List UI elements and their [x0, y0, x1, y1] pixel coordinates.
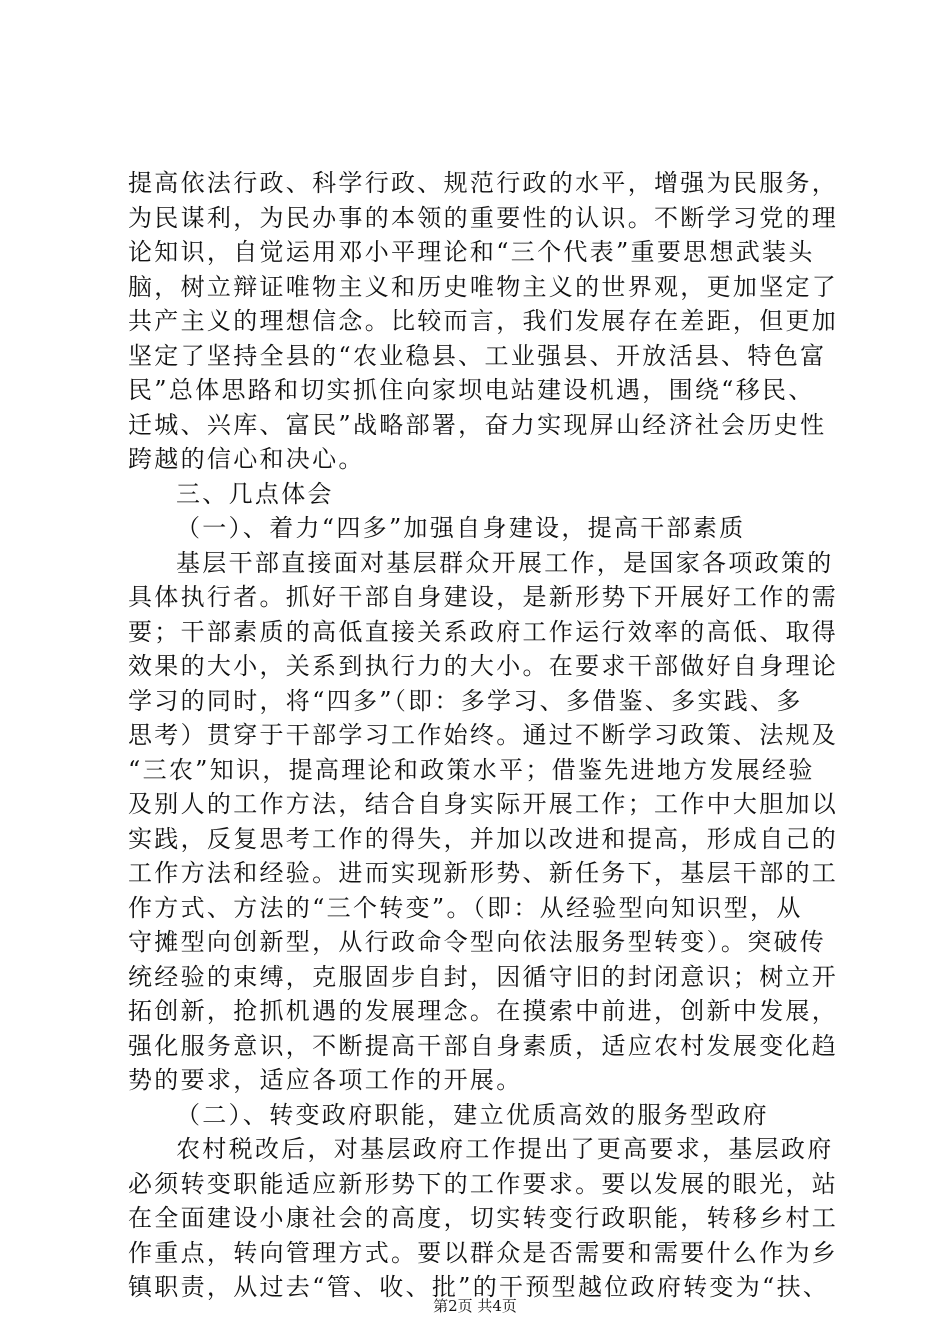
text-line: 基层干部直接面对基层群众开展工作，是国家各项政策的	[176, 548, 834, 577]
text-line: 强化服务意识，不断提高干部自身素质，适应农村发展变化趋	[128, 1031, 839, 1060]
text-line: 镇职责，从过去“管、收、批”的干预型越位政府转变为“扶、	[128, 1273, 830, 1301]
text-line: 作方式、方法的“三个转变”。（即：从经验型向知识型，从	[128, 893, 803, 922]
text-line: 及别人的工作方法，结合自身实际开展工作；工作中大胆加以	[128, 790, 839, 818]
text-line: 脑，树立辩证唯物主义和历史唯物主义的世界观，更加坚定了	[128, 272, 839, 301]
text-line: 坚定了坚持全县的“农业稳县、工业强县、开放活县、特色富	[128, 341, 827, 370]
text-line: 为民谋利，为民办事的本领的重要性的认识。不断学习党的理	[128, 203, 839, 232]
page-number: 第2页 共4页	[433, 1297, 517, 1315]
text-line: 跨越的信心和决心。	[128, 445, 365, 473]
text-line: 要；干部素质的高低直接关系政府工作运行效率的高低、取得	[128, 617, 839, 646]
section-heading: 三、几点体会	[176, 479, 334, 508]
text-line: 共产主义的理想信念。比较而言，我们发展存在差距，但更加	[128, 307, 839, 335]
text-line: 效果的大小，关系到执行力的大小。在要求干部做好自身理论	[128, 652, 839, 680]
text-line: 在全面建设小康社会的高度，切实转变行政职能，转移乡村工	[128, 1204, 839, 1232]
text-line: “三农”知识，提高理论和政策水平；借鉴先进地方发展经验	[128, 755, 815, 784]
text-line: 实践，反复思考工作的得失，并加以改进和提高，形成自己的	[128, 824, 839, 853]
text-line: 必须转变职能适应新形势下的工作要求。要以发展的眼光，站	[128, 1169, 839, 1198]
text-line: 势的要求，适应各项工作的开展。	[128, 1066, 523, 1094]
subsection-heading: （一）、着力“四多”加强自身建设，提高干部素质	[176, 514, 746, 542]
text-line: 拓创新，抢抓机遇的发展理念。在摸索中前进，创新中发展，	[128, 997, 839, 1025]
text-line: 农村税改后，对基层政府工作提出了更高要求，基层政府	[176, 1135, 834, 1163]
text-line: 迁城、兴库、富民”战略部署，奋力实现屏山经济社会历史性	[128, 410, 827, 439]
body-text	[128, 166, 848, 1305]
text-line: 统经验的束缚，克服固步自封，因循守旧的封闭意识；树立开	[128, 962, 839, 991]
text-line: 提高依法行政、科学行政、规范行政的水平，增强为民服务，	[128, 169, 839, 197]
text-line: 具体执行者。抓好干部自身建设，是新形势下开展好工作的需	[128, 583, 839, 611]
text-line: 守摊型向创新型，从行政命令型向依法服务型转变）。突破传	[128, 928, 827, 956]
text-line: 学习的同时，将“四多”（即：多学习、多借鉴、多实践、多	[128, 686, 803, 715]
text-line: 思考）贯穿于干部学习工作始终。通过不断学习政策、法规及	[128, 721, 839, 749]
text-line: 作重点，转向管理方式。要以群众是否需要和需要什么作为乡	[128, 1238, 839, 1267]
subsection-heading: （二）、转变政府职能，建立优质高效的服务型政府	[176, 1100, 769, 1129]
text-line: 论知识，自觉运用邓小平理论和“三个代表”重要思想武装头	[128, 238, 815, 266]
text-line: 民”总体思路和切实抓住向家坝电站建设机遇，围绕“移民、	[128, 376, 815, 404]
text-line: 工作方法和经验。进而实现新形势、新任务下，基层干部的工	[128, 859, 839, 887]
